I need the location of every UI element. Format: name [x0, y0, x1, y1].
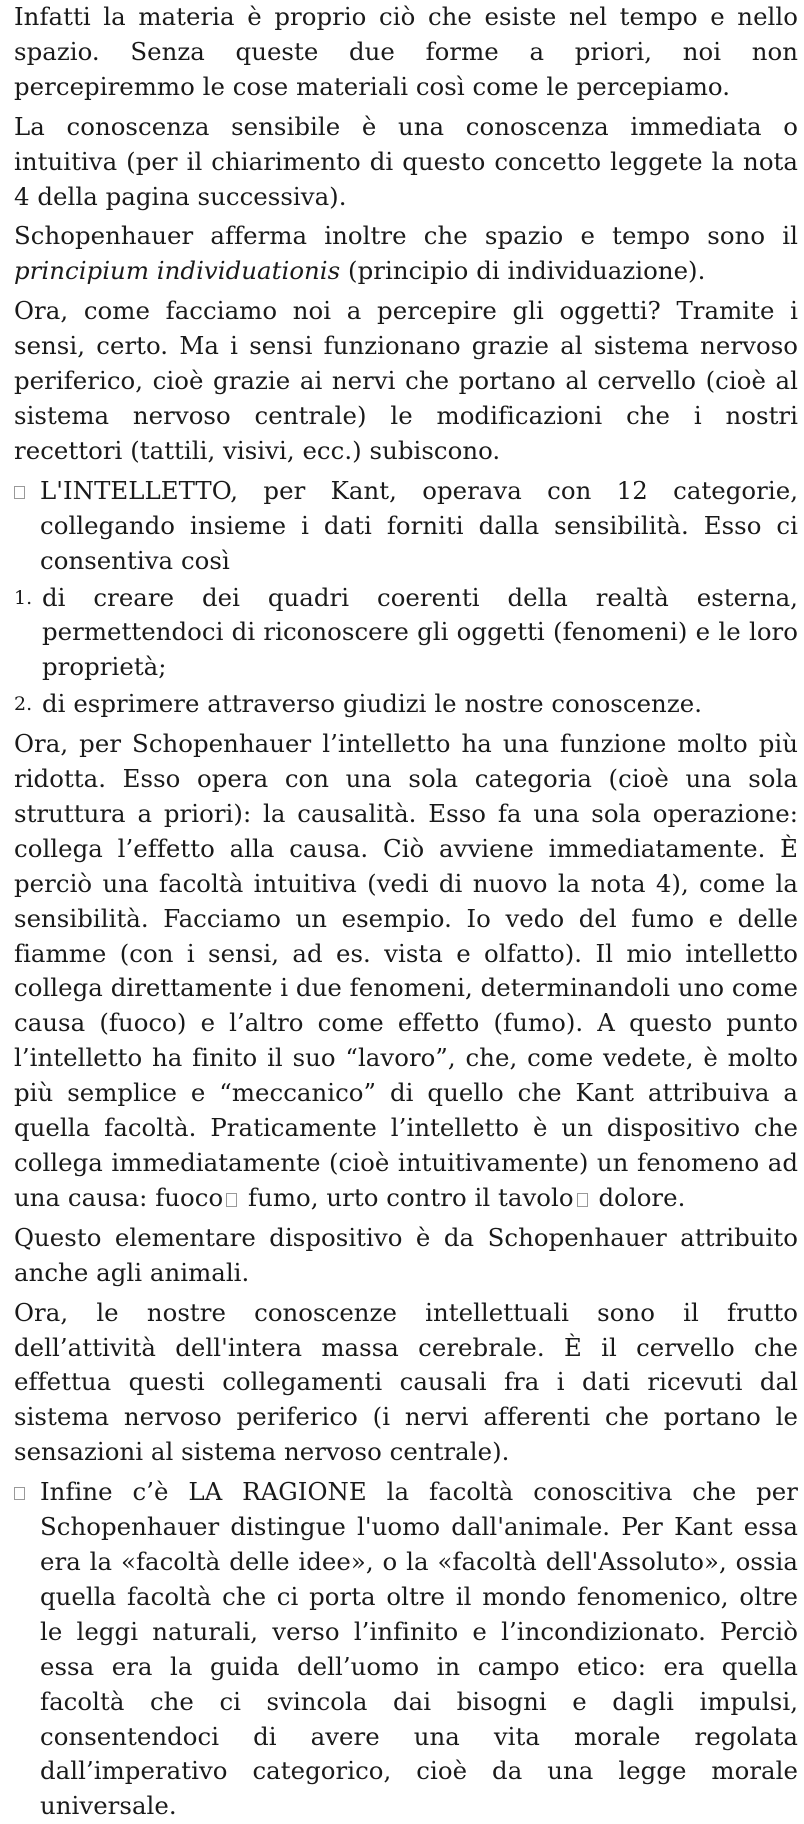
paragraph-principium: [14, 219, 798, 289]
paragraph-principium-text: Schopenhauer afferma inoltre che spazio e tempo sono il: [14, 221, 798, 251]
list-number: 1.: [14, 586, 33, 609]
principium-individuationis-term: principium individuationis: [14, 256, 341, 286]
paragraph-intelletto-text-end: dolore.: [590, 1182, 686, 1212]
bullet-box-icon: [14, 1487, 25, 1500]
paragraph-animali: Questo elementare dispositivo è da Schopenhauer attribuito anche agli animali.: [14, 1222, 798, 1287]
paragraph-conoscenza-sensibile: La conoscenza sensibile è una conoscenza immediata o intuitiva (per il chiarimento di questo concetto leggete la nota 4 della pagina successiva).: [14, 111, 798, 211]
arrow-placeholder-icon: [226, 1193, 237, 1207]
paragraph-intelletto-text: Ora, per Schopenhauer l’intelletto ha una funzione molto più ridotta. Esso opera con una sola categoria (cioè una sola struttura a priori): la causalità. Esso fa una sola operazione: collega l’effetto alla causa. Ciò avviene immediatamente. È perciò una facoltà intuitiva (vedi di nuovo la nota 4), come la sensibilità. Facciamo un esempio. Io vedo del fumo e delle fiamme (con i sensi, ad es. vista e olfatto). Il mio intelletto collega direttamente i due fenomeni, determinandoli uno come causa (fuoco) e l’altro come effetto (fumo). A questo punto l’intelletto ha finito il suo “lavoro”, che, come vedete, è molto più semplice e “meccanico” di quello che Kant attribuiva a quella facoltà. Praticamente l’intelletto è un dispositivo che collega immediatamente (cioè intuitivamente) un fenomeno ad una causa: fuoco: [14, 729, 798, 1212]
list-item-text: di esprimere attraverso giudizi le nostre conoscenze.: [42, 689, 703, 719]
section-intelletto: [14, 474, 798, 579]
paragraph-percezione: Ora, come facciamo noi a percepire gli oggetti? Tramite i sensi, certo. Ma i sensi funzionano grazie al sistema nervoso periferico, cioè grazie ai nervi che portano al cervello (cioè al sistema nervoso centrale) le modificazioni che i nostri recettori (tattili, visivi, ecc.) subiscono.: [14, 296, 798, 465]
paragraph-intelletto-text-mid: fumo, urto contro il tavolo: [240, 1182, 574, 1212]
paragraph-intelletto-schopenhauer: [14, 727, 798, 1216]
arrow-placeholder-icon: [577, 1193, 588, 1207]
paragraph-ragione: Infine c’è LA RAGIONE la facoltà conoscitiva che per Schopenhauer distingue l'uomo dall'animale. Per Kant essa era la «facoltà delle idee», o la «facoltà dell'Assoluto», ossia quella facoltà che ci porta oltre il mondo fenomenico, oltre le leggi naturali, verso l’infinito e l’incondizionato. Perciò essa era la guida dell’uomo in campo etico: era quella facoltà che ci svincola dai bisogni e dagli impulsi, consentendoci di avere una vita morale regolata dall’imperativo categorico, cioè da una legge morale universale.: [40, 1477, 798, 1821]
paragraph-intelletto: L'INTELLETTO, per Kant, operava con 12 categorie, collegando insieme i dati forniti dalla sensibilità. Esso ci consentiva così: [40, 475, 798, 575]
list-number: 2.: [14, 693, 33, 716]
list-item: [14, 687, 798, 722]
document-page: [14, 0, 798, 1824]
bullet-box-icon: [14, 486, 25, 499]
paragraph-massa-cerebrale: Ora, le nostre conoscenze intellettuali sono il frutto dell’attività dell'intera massa cerebrale. È il cervello che effettua questi collegamenti causali fra i dati ricevuti dal sistema nervoso periferico (i nervi afferenti che portano le sensazioni al sistema nervoso centrale).: [14, 1297, 798, 1467]
paragraph-principium-text-end: (principio di individuazione).: [340, 256, 706, 286]
section-ragione: [14, 1475, 798, 1824]
paragraph-materia: Infatti la materia è proprio ciò che esiste nel tempo e nello spazio. Senza queste due forme a priori, noi non percepiremmo le cose materiali così come le percepiamo.: [14, 2, 798, 101]
list-item-text: di creare dei quadri coerenti della realtà esterna, permettendoci di riconoscere gli oggetti (fenomeni) e le loro proprietà;: [42, 582, 798, 682]
list-item: [14, 581, 798, 686]
